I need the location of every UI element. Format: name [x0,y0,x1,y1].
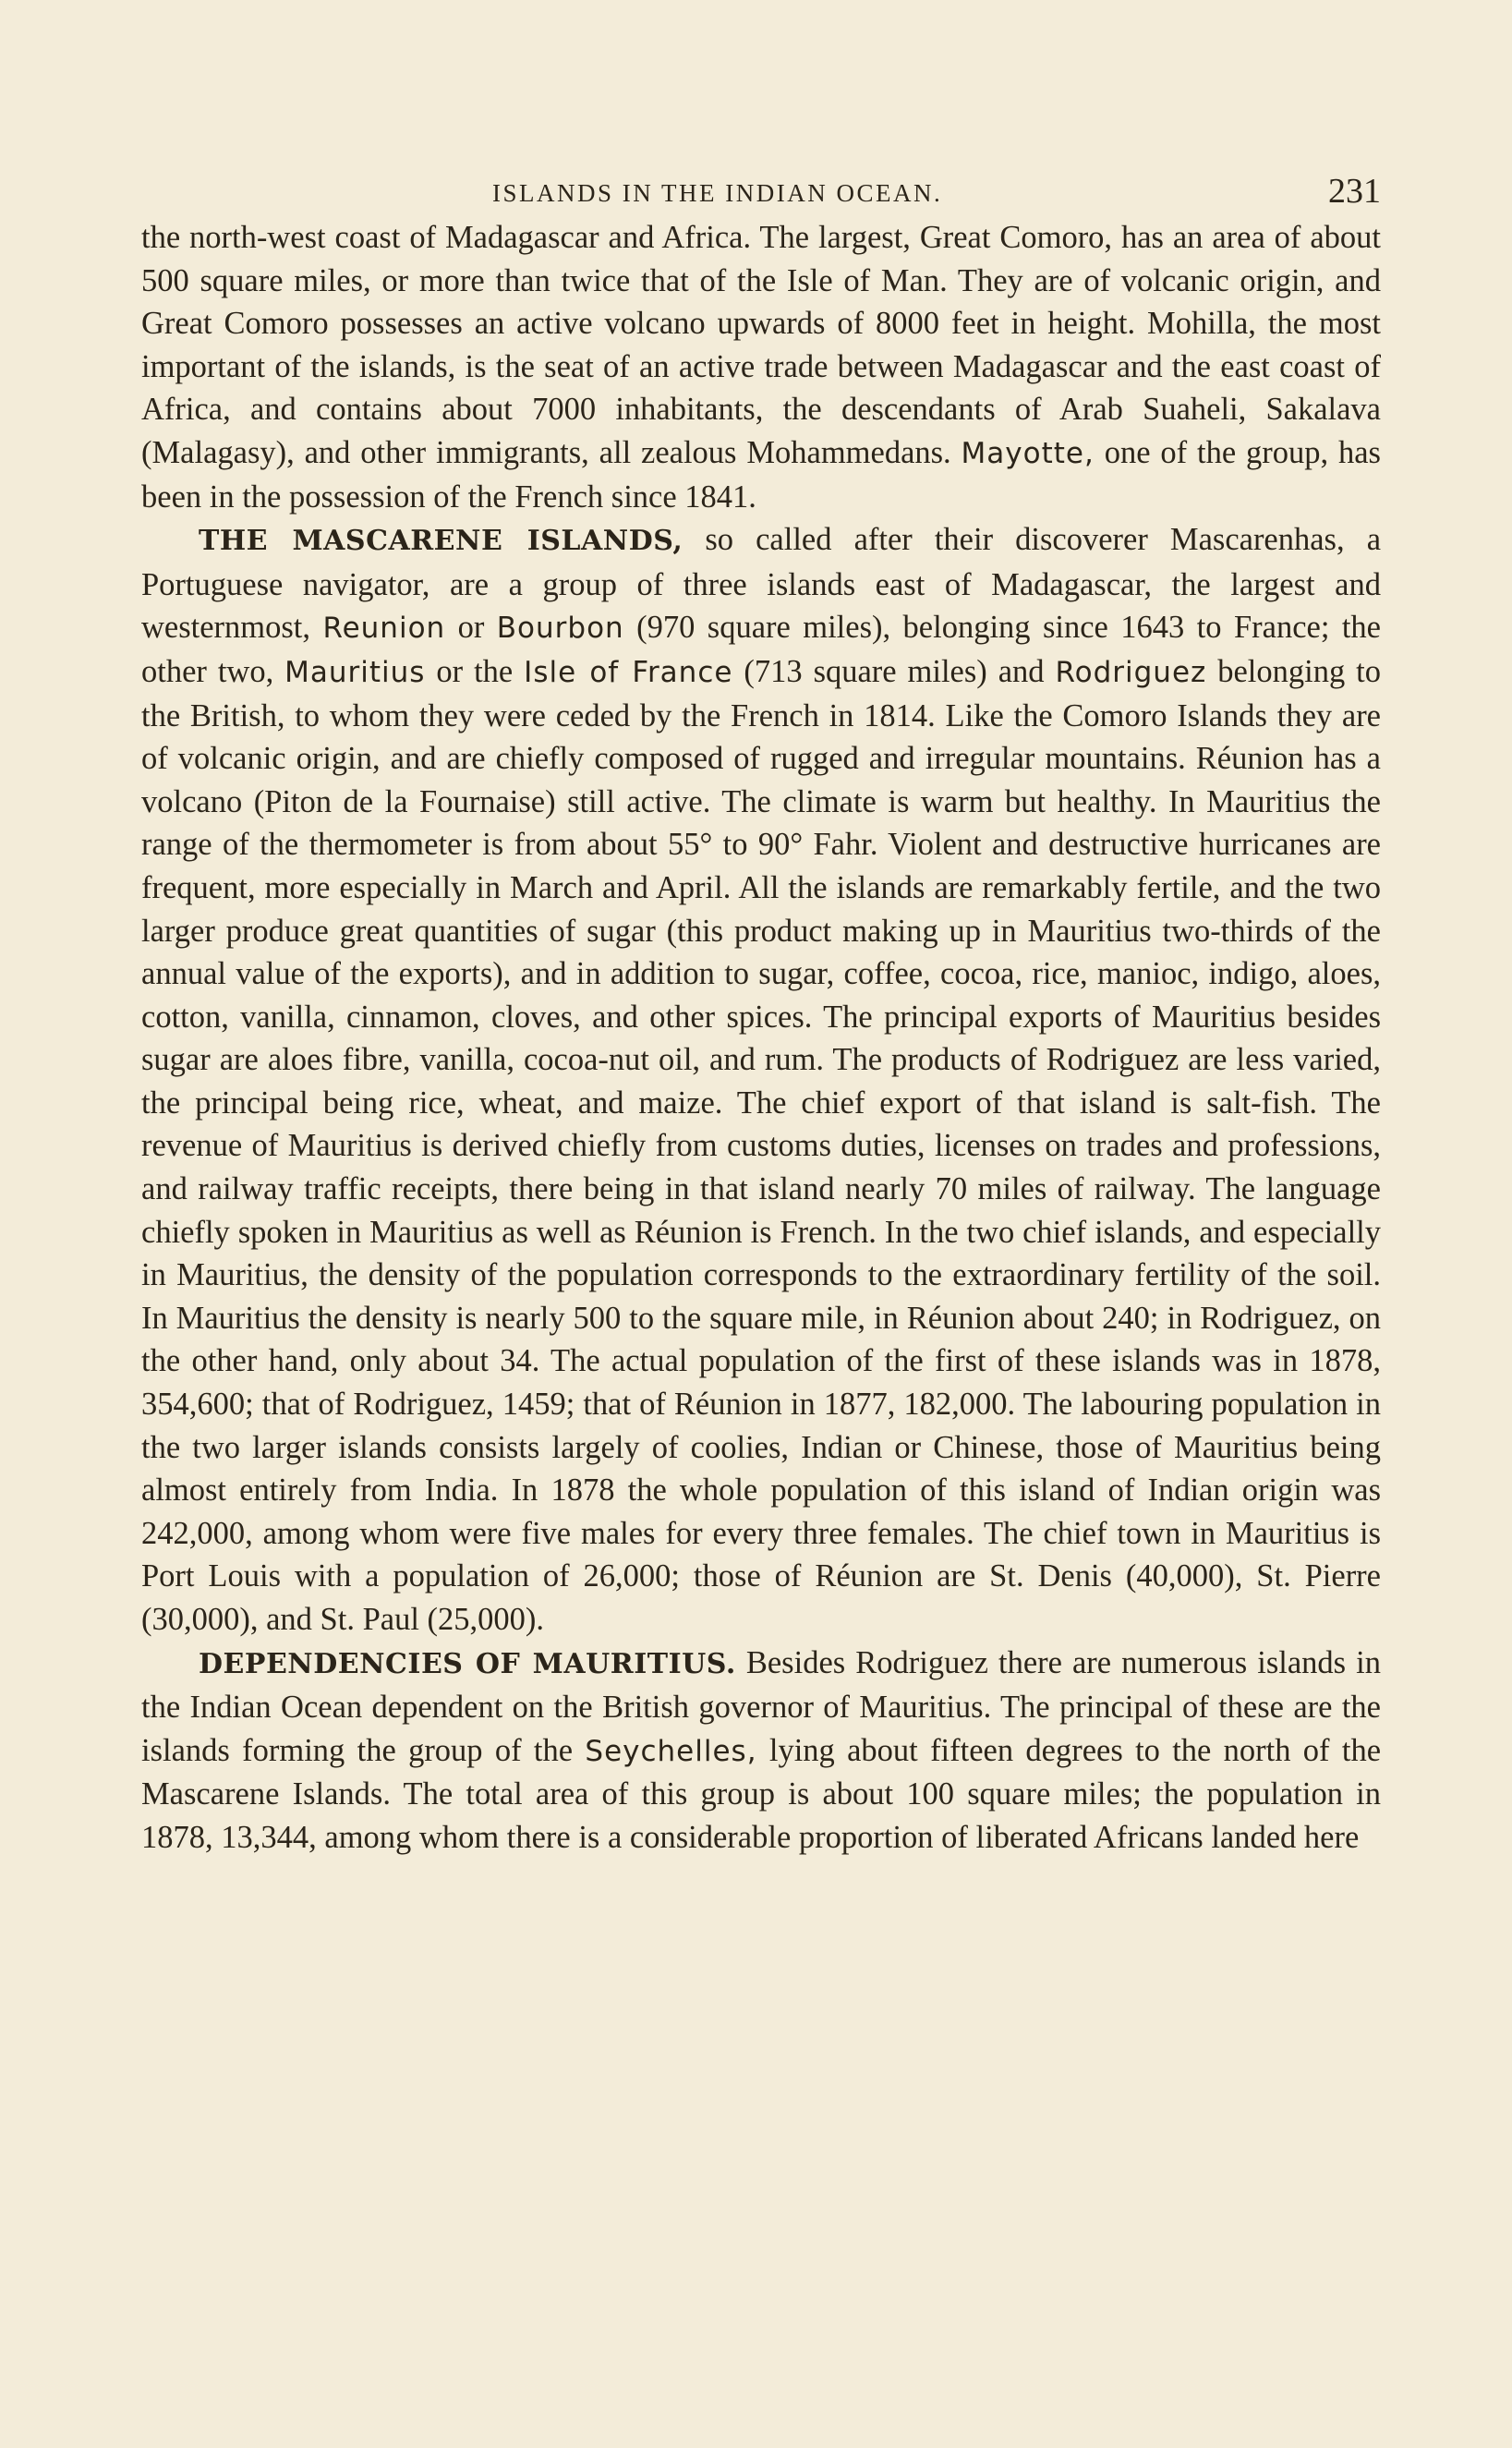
text-run: the north-west coast of Madagascar and Africa. The largest, Great Comoro, has an area of about 500 square miles, or more than twice that of the Isle of Man. They are of volcanic origin, and Great Comoro possesses an active volcano upwards of 8000 feet in height. Mohilla, the most important of the islands, is the seat of an active trade between Madagascar and the east coast of Africa, and contains about 7000 inhabitants, the descendants of Arab Suaheli, Sakalava (Malagasy), and other immigrants, all zealous Mohammedans. [141,220,1381,470]
section-heading-mascarene: THE MASCARENE ISLANDS, [199,525,683,558]
text-run: one of the group, has been in the possession of the French since 1841. [141,434,1381,515]
paragraph-comoro [141,216,1381,518]
place-name-seychelles: Seychelles, [585,1734,757,1768]
book-page [141,166,1381,1860]
text-run: (970 square miles), belonging since 1643 to France; the other two, [141,610,1381,689]
text-run: lying about fifteen degrees to the north of the Mascarene Islands. The total area of this group is about 100 square miles; the population in 1878, 13,344, among whom there is a considerable proportion of liberated Africans landed here [141,1732,1382,1855]
paragraph-mascarene [141,518,1381,1641]
section-heading-dependencies: DEPENDENCIES OF MAURITIUS. [199,1647,736,1680]
paragraph-dependencies [141,1642,1381,1860]
text-run: so called after their discoverer Mascarenhas, a Portuguese navigator, are a group of three islands east of Madagascar, the largest and westernmost, [141,522,1382,646]
place-name-mayotte: Mayotte, [961,436,1095,470]
text-run: or [445,610,497,646]
page-number: 231 [1328,172,1381,211]
place-name-mauritius: Mauritius [284,655,426,689]
place-name-reunion: Reunion [322,612,446,646]
text-run: Besides Rodriguez there are numerous islands in the Indian Ocean dependent on the British governor of Mauritius. The principal of these are the islands forming the group of the [141,1644,1381,1768]
place-name-rodriguez: Rodriguez [1055,655,1207,689]
text-run: belonging to the British, to whom they were ceded by the French in 1814. Like the Comoro Islands they are of volcanic origin, and are chiefly composed of rugged and irregular mountains. Réunion has a volcano (Piton de la Fournaise) still active. The climate is warm but healthy. In Mauritius the range of the thermometer is from about 55° to 90° Fahr. Violent and destructive hurricanes are frequent, more especially in March and April. All the islands are remarkably fertile, and the two larger produce great quantities of sugar (this product making up in Mauritius two-thirds of the annual value of the exports), and in addition to sugar, coffee, cocoa, rice, manioc, indigo, aloes, cotton, vanilla, cinnamon, cloves, and other spices. The principal exports of Mauritius besides sugar are aloes fibre, vanilla, cocoa-nut oil, and rum. The products of Rodriguez are less varied, the principal being rice, wheat, and maize. The chief export of that island is salt-fish. The revenue of Mauritius is derived chiefly from customs duties, licenses on trades and professions, and railway traffic receipts, there being in that island nearly 70 miles of railway. The language chiefly spoken in Mauritius as well as Réunion is French. In the two chief islands, and especially in Mauritius, the density of the population corresponds to the extraordinary fertility of the soil. In Mauritius the density is nearly 500 to the square mile, in Réunion about 240; in Rodriguez, on the other hand, only about 34. The actual population of the first of these islands was in 1878, 354,600; that of Rodriguez, 1459; that of Réunion in 1877, 182,000. The labouring population in the two larger islands consists largely of coolies, Indian or Chinese, those of Mauritius being almost entirely from India. In 1878 the whole population of this island of Indian origin was 242,000, among whom were five males for every three females. The chief town in Mauritius is Port Louis with a population of 26,000; those of Réunion are St. Denis (40,000), St. Pierre (30,000), and St. Paul (25,000). [141,653,1381,1637]
running-head [141,166,1381,212]
running-title: ISLANDS IN THE INDIAN OCEAN. [492,179,943,207]
place-name-bourbon: Bourbon [496,612,624,646]
place-name-isle-of-france: Isle of France [524,655,733,689]
text-run: or the [425,653,525,689]
text-run: (713 square miles) and [732,653,1056,689]
body-text [141,216,1381,1860]
